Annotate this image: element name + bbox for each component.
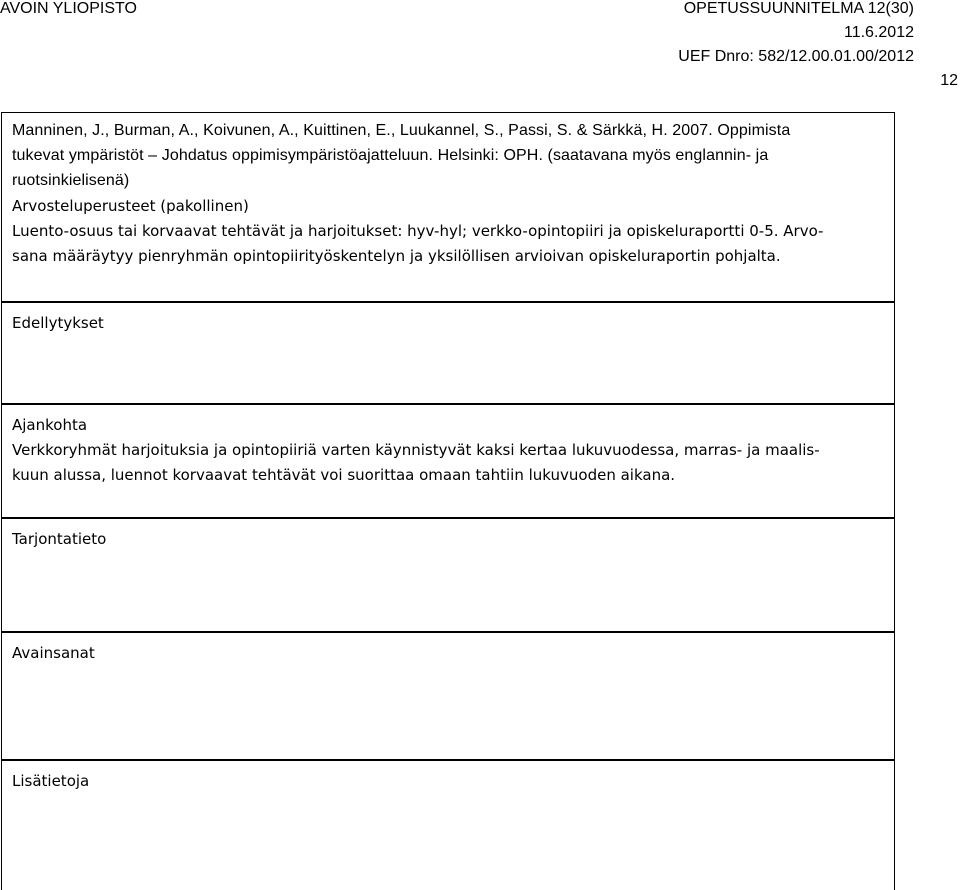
assessment-text (12, 219, 884, 269)
additional-info-box (1, 760, 895, 890)
prerequisites-box (1, 302, 895, 404)
reference-line: ruotsinkielisenä) (12, 172, 130, 189)
prerequisites-label: Edellytykset (12, 314, 104, 332)
header-meta (678, 0, 914, 72)
additional-info-label: Lisätietoja (12, 772, 90, 790)
offering-info-box (1, 518, 895, 632)
document-title: OPETUSSUUNNITELMA 12(30) (683, 0, 914, 17)
page-number: 12 (940, 72, 958, 89)
document-reference: UEF Dnro: 582/12.00.01.00/2012 (678, 48, 914, 65)
timing-line: Verkkoryhmät harjoituksia ja opintopiiriä varten käynnistyvät kaksi kertaa lukuvuodessa, marras- ja maalis- (12, 441, 820, 459)
timing-text (12, 438, 884, 488)
assessment-heading: Arvosteluperusteet (pakollinen) (12, 197, 249, 215)
timing-box (1, 404, 895, 518)
reference-assessment-box (1, 112, 895, 302)
timing-label: Ajankohta (12, 416, 88, 434)
keywords-box (1, 632, 895, 760)
document-date: 11.6.2012 (844, 24, 914, 41)
keywords-label: Avainsanat (12, 644, 95, 662)
literature-reference (12, 118, 884, 193)
header-organization: AVOIN YLIOPISTO (0, 0, 137, 17)
assessment-line: Luento-osuus tai korvaavat tehtävät ja harjoitukset: hyv-hyl; verkko-opintopiiri ja opiskeluraportti 0-5. Arvo- (12, 222, 824, 240)
offering-info-label: Tarjontatieto (12, 530, 107, 548)
reference-line: Manninen, J., Burman, A., Koivunen, A., Kuittinen, E., Luukannel, S., Passi, S. & Särkkä, H. 2007. Oppimista (12, 122, 791, 139)
assessment-line: sana määräytyy pienryhmän opintopiirityöskentelyn ja yksilöllisen arvioivan opiskeluraportin pohjalta. (12, 247, 781, 265)
timing-line: kuun alussa, luennot korvaavat tehtävät voi suorittaa omaan tahtiin lukuvuoden aikana. (12, 466, 676, 484)
reference-line: tukevat ympäristöt – Johdatus oppimisympäristöajatteluun. Helsinki: OPH. (saatavana myös englannin- ja (12, 147, 769, 164)
